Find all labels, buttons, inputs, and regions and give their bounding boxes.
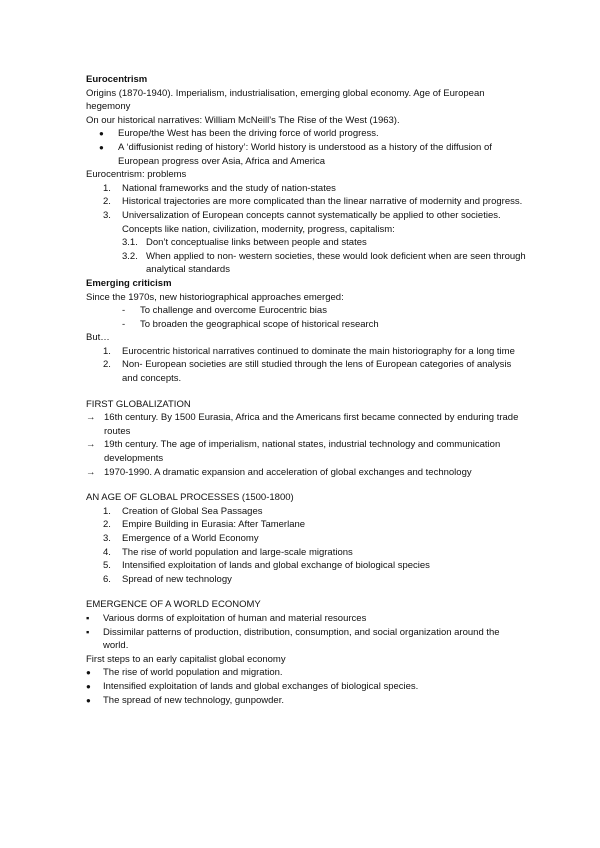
square-bullet-marker: ▪ [86, 626, 90, 638]
narratives-line: On our historical narratives: William McNeill’s The Rise of the West (1963). [86, 114, 400, 126]
list-item: 4. The rise of world population and large-scale migrations [103, 546, 353, 558]
list-item: 1. Creation of Global Sea Passages [103, 505, 263, 517]
square-bullet-marker: ▪ [86, 612, 90, 624]
list-item: 2. Empire Building in Eurasia: After Tamerlane [103, 519, 306, 531]
list-item: → 1970-1990. A dramatic expansion and acceleration of global exchanges and technology [86, 466, 472, 478]
first-steps-line: First steps to an early capitalist global economy [86, 653, 286, 665]
heading-emerging-criticism: Emerging criticism [86, 277, 172, 289]
list-item: 3.2. When applied to non- western societies, these would look deficient when are seen through analytical standards [122, 250, 526, 276]
list-item: ● Intensified exploitation of lands and global exchanges of biological species. [86, 680, 419, 692]
list-item: 2. Non- European societies are still studied through the lens of European categories of analysis and concepts. [103, 359, 512, 385]
list-item: 5. Intensified exploitation of lands and global exchange of biological species [103, 560, 430, 572]
document-page [86, 73, 526, 707]
bullet-marker: ● [86, 695, 91, 705]
list-item: 1. National frameworks and the study of nation-states [103, 182, 336, 194]
criticism-intro: Since the 1970s, new historiographical approaches emerged: [86, 291, 344, 303]
list-item: → 19th century. The age of imperialism, national states, industrial technology and communication developments [86, 439, 501, 465]
list-item: ● A ‘diffusionist reding of history’: World history is understood as a history of the diffusion of European progress over Asia, Africa and America [99, 141, 492, 167]
origins-paragraph: Origins (1870-1940). Imperialism, industrialisation, emerging global economy. Age of European hegemony [86, 87, 485, 113]
dash-marker: - [122, 305, 126, 317]
bullet-marker: ● [86, 668, 91, 678]
arrow-icon: → [86, 466, 96, 478]
but-line: But… [86, 332, 110, 344]
arrow-icon: → [86, 439, 96, 451]
list-item: → 16th century. By 1500 Eurasia, Africa and the Americans first became connected by enduring trade routes [86, 412, 519, 437]
list-item: 2. Historical trajectories are more complicated than the linear narrative of modernity and progress. [103, 196, 523, 208]
list-item: ● The spread of new technology, gunpowder. [86, 694, 284, 706]
heading-world-economy: EMERGENCE OF A WORLD ECONOMY [86, 599, 261, 611]
list-item: 3. Universalization of European concepts cannot systematically be applied to other societies. Concepts like nation, civilization, modernity, progress, capitalism: [103, 209, 501, 235]
list-item: 1. Eurocentric historical narratives continued to dominate the main historiography for a long time [103, 345, 515, 357]
heading-first-globalization: FIRST GLOBALIZATION [86, 398, 191, 410]
list-item: ▪ Dissimilar patterns of production, distribution, consumption, and social organization around the world. [86, 626, 500, 652]
list-item: 6. Spread of new technology [103, 573, 232, 585]
bullet-marker: ● [99, 142, 104, 152]
list-item: ● Europe/the West has been the driving force of world progress. [99, 128, 379, 140]
list-item: ▪ Various dorms of exploitation of human and material resources [86, 612, 367, 624]
list-item: - To broaden the geographical scope of historical research [122, 318, 379, 330]
arrow-icon: → [86, 412, 96, 424]
list-item: ● The rise of world population and migration. [86, 667, 283, 679]
bullet-marker: ● [99, 129, 104, 139]
heading-eurocentrism: Eurocentrism [86, 74, 148, 85]
list-item: 3.1. Don’t conceptualise links between people and states [122, 237, 367, 249]
list-item: 3. Emergence of a World Economy [103, 533, 259, 544]
dash-marker: - [122, 318, 126, 330]
heading-age-of-global-processes: AN AGE OF GLOBAL PROCESSES (1500-1800) [86, 492, 294, 504]
problems-label: Eurocentrism: problems [86, 169, 187, 181]
list-item: - To challenge and overcome Eurocentric bias [122, 305, 327, 317]
bullet-marker: ● [86, 681, 91, 691]
